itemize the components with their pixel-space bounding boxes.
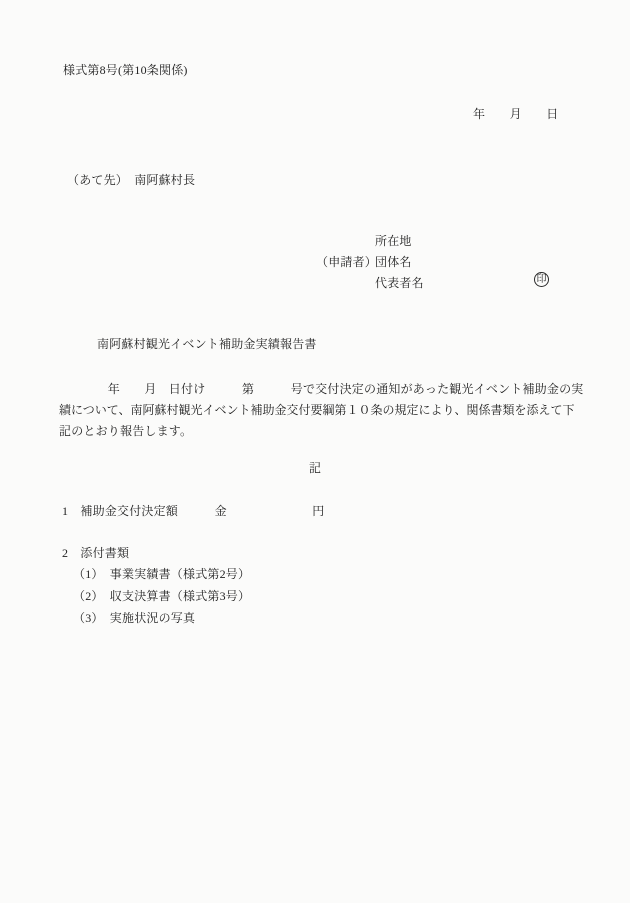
item-2-attachments-heading: 2 添付書類 bbox=[62, 546, 130, 560]
applicant-organization-label: 団体名 bbox=[375, 255, 412, 269]
applicant-address-label: 所在地 bbox=[375, 234, 412, 248]
form-number: 様式第8号(第10条関係) bbox=[63, 63, 188, 77]
attachment-item-1: （1） 事業実績書（様式第2号） bbox=[73, 567, 251, 581]
addressee-line: （あて先） 南阿蘇村長 bbox=[67, 173, 196, 187]
body-paragraph-line-1: 年 月 日付け 第 号で交付決定の通知があった観光イベント補助金の実 bbox=[59, 382, 584, 396]
attachment-item-3: （3） 実施状況の写真 bbox=[73, 611, 196, 625]
record-mark: 記 bbox=[308, 461, 321, 475]
item-1-grant-amount: 1 補助金交付決定額 金 円 bbox=[62, 504, 325, 518]
seal-icon: 印 bbox=[534, 272, 549, 287]
body-paragraph-line-2: 績について、南阿蘇村観光イベント補助金交付要綱第１０条の規定により、関係書類を添えて下 bbox=[59, 403, 575, 417]
date-line: 年 月 日 bbox=[473, 107, 559, 121]
applicant-label: （申請者） bbox=[316, 255, 378, 269]
document-title: 南阿蘇村観光イベント補助金実績報告書 bbox=[97, 337, 317, 351]
body-paragraph-line-3: 記のとおり報告します。 bbox=[59, 424, 193, 438]
attachment-item-2: （2） 収支決算書（様式第3号） bbox=[73, 589, 251, 603]
applicant-representative-label: 代表者名 bbox=[375, 276, 424, 290]
